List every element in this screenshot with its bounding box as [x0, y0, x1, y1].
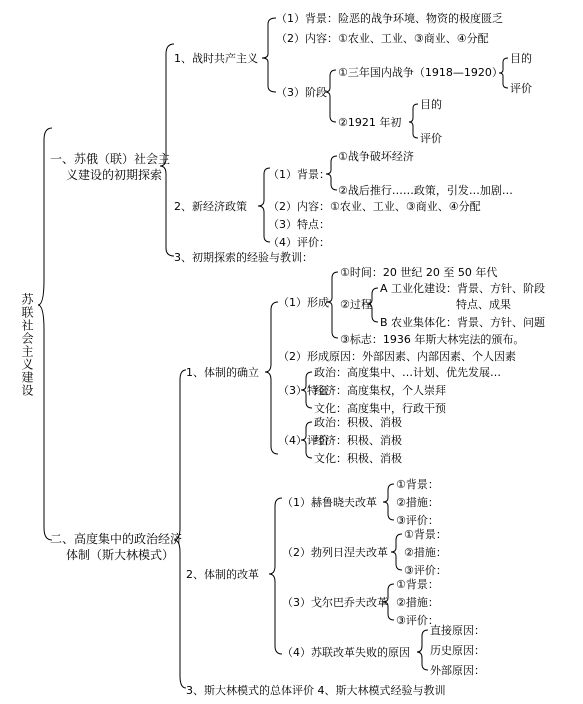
wc-content: （2）内容：①农业、工业、③商业、④分配	[276, 32, 489, 45]
reform-khrushchev: （1）赫鲁晓夫改革	[282, 496, 377, 509]
part1-title-line2: 义建设的初期探索	[66, 168, 163, 182]
formation-time: ①时间：20 世纪 20 至 50 年代	[340, 266, 498, 279]
formation-mark: ③标志：1936 年斯大林宪法的颁布。	[340, 333, 525, 346]
wc-title: 1、战时共产主义	[174, 52, 258, 65]
gorbachev-measures: ②措施：	[396, 596, 439, 609]
nep-features: （3）特点：	[268, 218, 330, 231]
khrushchev-measures: ②措施：	[396, 496, 439, 509]
nep-content: （2）内容：①农业、工业、③商业、④分配	[268, 200, 481, 213]
reform-gorbachev: （3）戈尔巴乔夫改革	[282, 596, 388, 609]
part1-brace	[160, 44, 174, 256]
reform-title: 2、体制的改革	[186, 568, 259, 581]
nep-background: （1）背景：	[268, 168, 330, 181]
reform-brezhnev: （2）勃列日涅夫改革	[282, 546, 388, 559]
wc-stage2-eval: 评价	[420, 132, 442, 145]
wc-stages: （3）阶段	[276, 86, 327, 99]
part2-brace	[174, 370, 186, 688]
wc-stage2: ②1921 年初	[338, 116, 402, 129]
reform-brace	[269, 498, 282, 654]
nep-eval: （4）评价：	[268, 236, 330, 249]
wc-stage1-purpose: 目的	[510, 52, 532, 65]
traits: （3）特征	[278, 384, 329, 397]
process-industry-a: A 工业化建设：背景、方针、阶段	[380, 282, 546, 295]
brezhnev-background: ①背景：	[404, 528, 447, 541]
nep-title: 2、新经济政策	[174, 200, 247, 213]
khrushchev-brace	[383, 484, 394, 520]
failure-direct: 直接原因：	[430, 624, 485, 637]
root-title: 苏联社会主义建设	[20, 293, 34, 397]
process-agri: B 农业集体化：背景、方针、问题	[380, 316, 546, 329]
failure-historical: 历史原因：	[430, 644, 485, 657]
khrushchev-background: ①背景：	[396, 478, 439, 491]
stage2-brace	[409, 104, 418, 138]
nep-bg1: ①战争破坏经济	[338, 150, 414, 163]
evaluation: （4）评价	[278, 434, 329, 447]
wc-brace	[262, 18, 276, 92]
process-industry-b: 特点、成果	[456, 298, 511, 311]
wc-stage1-eval: 评价	[510, 82, 532, 95]
eval-economy: 经济：积极、消极	[314, 434, 402, 447]
failure-external: 外部原因：	[430, 664, 485, 677]
wc-background: （1）背景：险恶的战争环境、物资的极度匮乏	[276, 12, 503, 25]
establish-title: 1、体制的确立	[186, 366, 259, 379]
formation-process: ②过程	[340, 298, 372, 311]
part1-lessons: 3、初期探索的经验与教训：	[174, 251, 313, 264]
establish-brace	[265, 302, 278, 454]
failure-brace	[417, 630, 428, 670]
wc-stage2-purpose: 目的	[420, 98, 442, 111]
trait-politics: 政治：高度集中、…计划、优先发展…	[314, 366, 501, 379]
wc-stage1: ①三年国内战争（1918—1920）	[338, 66, 503, 79]
root-brace	[38, 128, 52, 540]
trait-culture: 文化：高度集中，行政干预	[314, 402, 446, 415]
khrushchev-eval: ③评价：	[396, 514, 439, 527]
gorbachev-background: ①背景：	[396, 578, 439, 591]
trait-economy: 经济：高度集权，个人崇拜	[314, 384, 446, 397]
part1-title-line1: 一、苏俄（联）社会主	[50, 152, 171, 166]
eval-culture: 文化：积极、消极	[314, 452, 402, 465]
part2-title-line2: 体制（斯大林模式）	[66, 548, 175, 562]
brezhnev-measures: ②措施：	[404, 546, 447, 559]
reform-failure: （4）苏联改革失败的原因	[282, 646, 410, 659]
part2-title-line1: 二、高度集中的政治经济	[50, 532, 183, 546]
brezhnev-brace	[391, 534, 402, 570]
brezhnev-eval: ③评价：	[404, 564, 447, 577]
formation: （1）形成	[278, 296, 329, 309]
nep-bg2: ②战后推行……政策，引发…加剧…	[338, 184, 513, 197]
formation-causes: （2）形成原因：外部因素、内部因素、个人因素	[278, 350, 516, 363]
part2-summary: 3、斯大林模式的总体评价 4、斯大林模式经验与教训	[186, 684, 446, 697]
gorbachev-eval: ③评价：	[396, 614, 439, 627]
eval-politics: 政治：积极、消极	[314, 416, 402, 429]
